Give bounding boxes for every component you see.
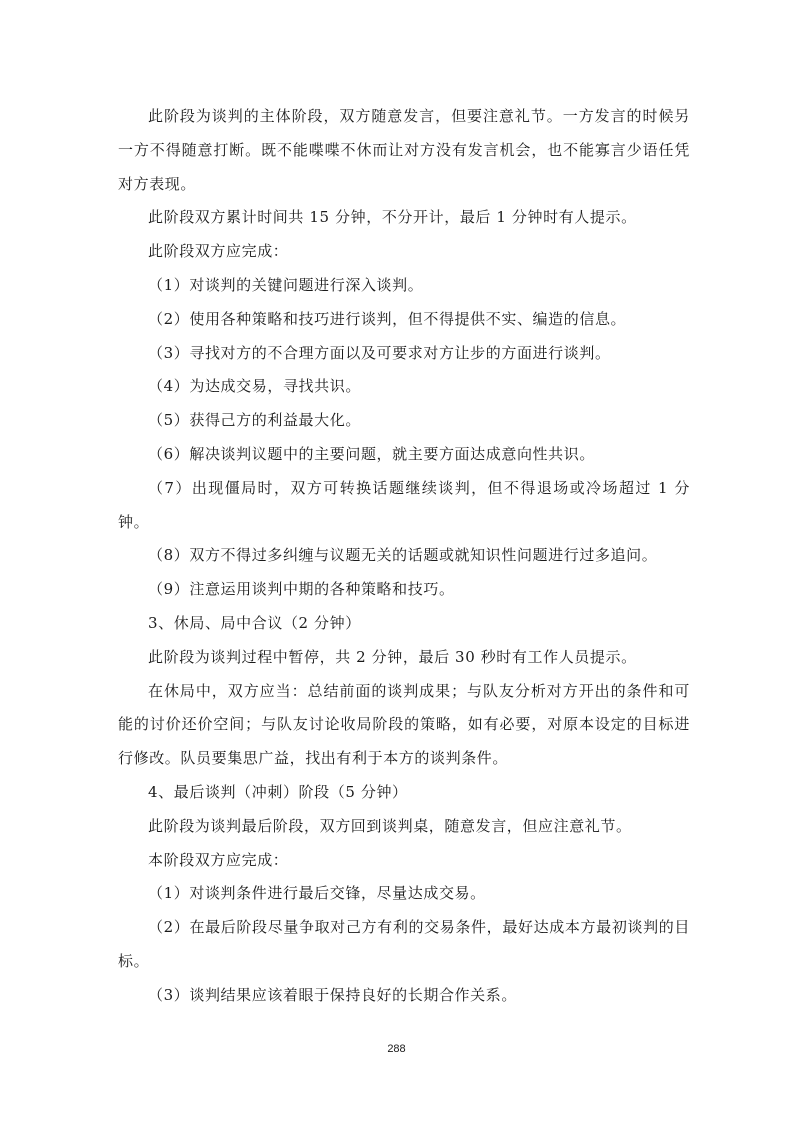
list-item-4: （4）为达成交易，寻找共识。 — [148, 377, 361, 396]
section-heading-final-stage: 4、最后谈判（冲刺）阶段（5 分钟） — [148, 782, 408, 801]
paragraph-final-stage-intro: 此阶段为谈判最后阶段，双方回到谈判桌，随意发言，但应注意礼节。 — [148, 816, 632, 835]
list-item-3: （3）寻找对方的不合理方面以及可要求对方让步的方面进行谈判。 — [148, 343, 611, 362]
page-number: 288 — [387, 1043, 406, 1055]
list-item-8: （8）双方不得过多纠缠与议题无关的话题或就知识性问题进行过多追问。 — [148, 546, 658, 565]
paragraph-time-limit: 此阶段双方累计时间共 15 分钟，不分开计，最后 1 分钟时有人提示。 — [148, 208, 637, 227]
paragraph-main-stage-intro: 此阶段为谈判的主体阶段，双方随意发言，但要注意礼节。一方发言的时候另一方不得随意打断。既不能喋喋不休而让对方没有发言机会，也不能寡言少语任凭对方表现。 — [118, 107, 690, 193]
paragraph-final-should-complete: 本阶段双方应完成： — [148, 850, 289, 869]
list-item-2: （2）使用各种策略和技巧进行谈判，但不得提供不实、编造的信息。 — [148, 309, 627, 328]
list-item-6: （6）解决谈判议题中的主要问题，就主要方面达成意向性共识。 — [148, 444, 595, 463]
paragraph-should-complete: 此阶段双方应完成： — [148, 242, 289, 261]
list-item-1: （1）对谈判的关键问题进行深入谈判。 — [148, 275, 424, 294]
section-heading-recess: 3、休局、局中合议（2 分钟） — [148, 613, 361, 632]
paragraph-recess-intro: 此阶段为谈判过程中暂停，共 2 分钟，最后 30 秒时有工作人员提示。 — [148, 647, 637, 666]
list-item-7: （7）出现僵局时，双方可转换话题继续谈判，但不得退场或冷场超过 1 分钟。 — [118, 478, 690, 531]
final-list-item-3: （3）谈判结果应该着眼于保持良好的长期合作关系。 — [148, 985, 517, 1004]
list-item-9: （9）注意运用谈判中期的各种策略和技巧。 — [148, 580, 455, 599]
final-list-item-2: （2）在最后阶段尽量争取对己方有利的交易条件，最好达成本方最初谈判的目标。 — [118, 918, 690, 970]
paragraph-recess-tasks: 在休局中，双方应当：总结前面的谈判成果；与队友分析对方开出的条件和可能的讨价还价空间；与队友讨论收局阶段的策略，如有必要，对原本设定的目标进行修改。队员要集思广益，找出有利于本方的谈判条件。 — [118, 681, 690, 768]
final-list-item-1: （1）对谈判条件进行最后交锋，尽量达成交易。 — [148, 884, 486, 903]
list-item-5: （5）获得己方的利益最大化。 — [148, 411, 361, 430]
document-body — [118, 100, 690, 1013]
